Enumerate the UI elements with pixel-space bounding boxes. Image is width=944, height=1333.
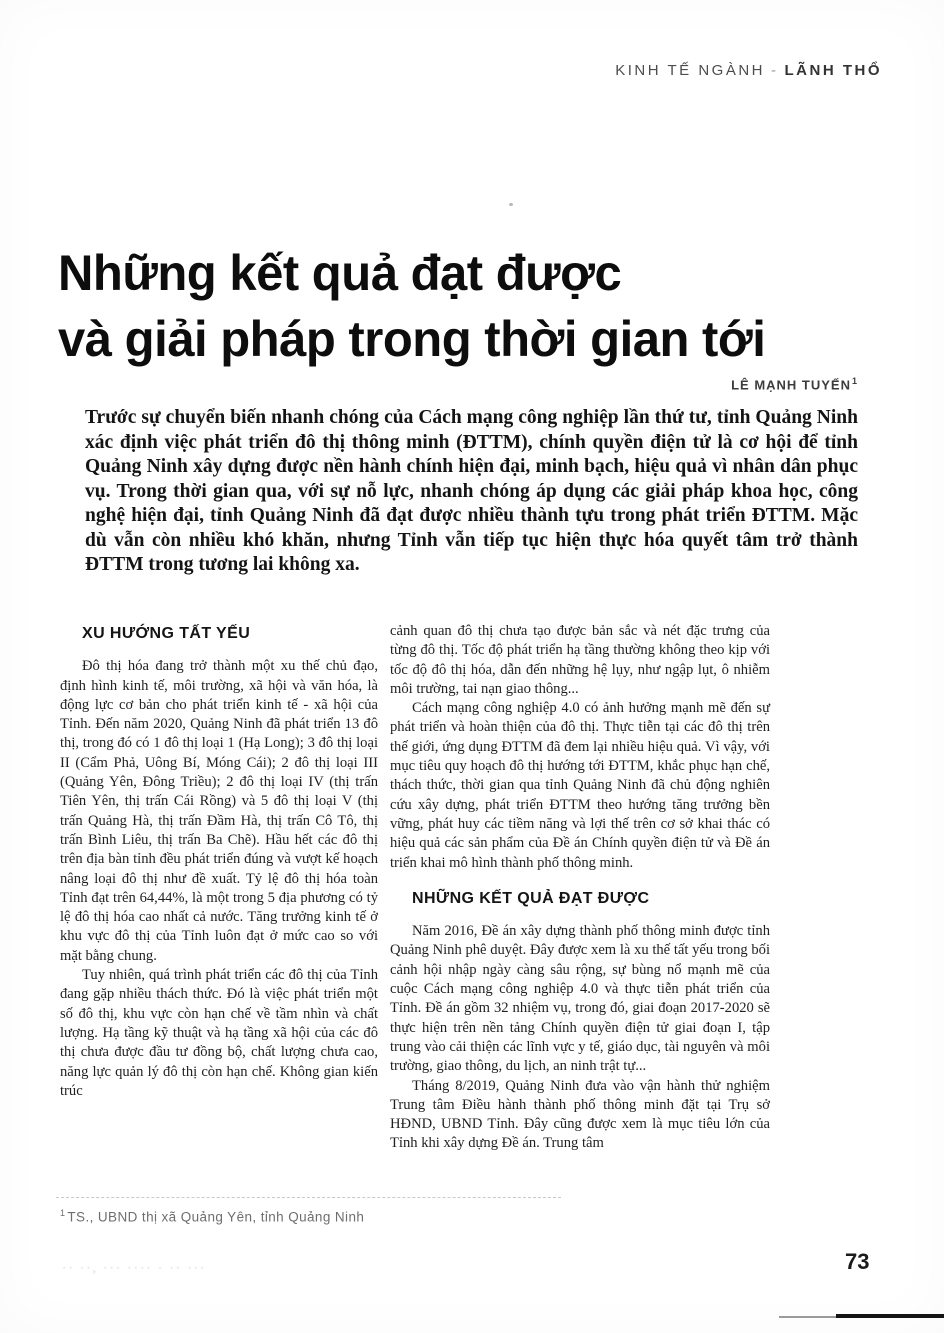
footnote-text: TS., UBND thị xã Quảng Yên, tỉnh Quảng Ninh [67,1209,365,1225]
author-name: LÊ MẠNH TUYẾN [731,377,851,393]
article-body [60,622,770,1154]
body-paragraph: Năm 2016, Đề án xây dựng thành phố thông minh được tỉnh Quảng Ninh phê duyệt. Đây được xem là xu thế tất yếu trong bối cảnh hội nhập ngày càng sâu rộng, sự bùng nổ mạnh mẽ của cuộc Cách mạng công nghiệp 4.0 và thực tiễn phát triển của Tỉnh. Đề án gồm 32 nhiệm vụ, trong đó, giai đoạn 2017-2020 sẽ thực hiện trên nền tảng Chính quyền điện tử giai đoạn I, tập trung vào cải thiện các lĩnh vực y tế, giáo dục, tài nguyên và môi trường, giao thông, du lịch, an ninh trật tự... [390,923,770,1075]
journal-footer-illegible-text: ·· ··, ··· ···· · ·· ··· [62,1260,207,1275]
running-head-separator: - [771,62,779,79]
article-title-line1: Những kết quả đạt được [58,245,622,301]
page-number: 73 [845,1249,870,1274]
running-head [615,62,882,79]
body-paragraph: Cách mạng công nghiệp 4.0 có ảnh hưởng mạnh mẽ đến sự phát triển và hoàn thiện của đô thị. Thực tiễn tại các đô thị trên thế giới, ứng dụng ĐTTM đã đem lại nhiều hiệu quả. Vì vậy, với mục tiêu quy hoạch đô thị hướng tới ĐTTM, khắc phục hạn chế, thách thức, thời gian qua tỉnh Quảng Ninh đã chủ động nghiên cứu xây dựng, phát triển ĐTTM theo hướng tăng trưởng bền vững, phát huy các tiềm năng và lợi thế trên cơ sở khai thác có hiệu quả các sản phẩm của Đề án Chính quyền điện tử và Đề án triển khai mô hình thành phố thông minh. [390,700,770,871]
article-title-line2: và giải pháp trong thời gian tới [58,311,766,367]
body-paragraph: Tuy nhiên, quá trình phát triển các đô thị của Tỉnh đang gặp nhiều thách thức. Đó là việc phát triển một số đô thị, khu vực còn hạn chế về tầm nhìn và chất lượng. Hạ tầng kỹ thuật và hạ tầng xã hội của các đô thị chưa được đầu tư đồng bộ, chất lượng chưa cao, năng lực quản lý đô thị còn hạn chế. Không gian kiến trúc [60,967,378,1099]
footnote-marker: 1 [60,1208,66,1218]
scan-artifact-line-black [836,1314,944,1318]
body-paragraph: Đô thị hóa đang trở thành một xu thế chủ đạo, định hình kinh tế, môi trường, xã hội và văn hóa, là động lực cơ bản cho phát triển kinh tế - xã hội của Tỉnh. Đến năm 2020, Quảng Ninh đã phát triển 13 đô thị, trong đó có 1 đô thị loại 1 (Hạ Long); 3 đô thị loại II (Cẩm Phả, Uông Bí, Móng Cái); 2 đô thị loại III (Quảng Yên, Đông Triều); 2 đô thị loại IV (thị trấn Tiên Yên, thị trấn Cái Rồng) và 5 đô thị loại V (thị trấn Quảng Hà, thị trấn Đầm Hà, thị trấn Cô Tô, thị trấn Bình Liêu, thị trấn Ba Chẽ). Hầu hết các đô thị trên địa bàn tỉnh đều phát triển đúng và vượt kế hoạch nâng loại đô thị như đề xuất. Tỷ lệ đô thị hóa toàn Tỉnh đạt trên 64,44%, là một trong 5 địa phương có tỷ lệ đô thị hóa cao nhất cả nước. Tăng trưởng kinh tế ở khu vực đô thị của Tỉnh luôn đạt ở mức cao so với mặt bằng chung. [60,658,378,964]
running-head-section: KINH TẾ NGÀNH [615,62,765,79]
running-head-territory: LÃNH THỔ [784,62,882,79]
footnote [60,1208,364,1225]
footnote-rule [56,1197,561,1198]
author-byline [85,376,858,392]
lead-abstract: Trước sự chuyển biến nhanh chóng của Cách mạng công nghiệp lần thứ tư, tỉnh Quảng Ninh xác định việc phát triển đô thị thông minh (ĐTTM), chính quyền điện tử là cơ hội để tỉnh Quảng Ninh xây dựng được nền hành chính hiện đại, minh bạch, hiệu quả vì nhân dân phục vụ. Trong thời gian qua, với sự nỗ lực, nhanh chóng áp dụng các giải pháp khoa học, công nghệ hiện đại, tỉnh Quảng Ninh đã đạt được nhiều thành tựu trong phát triển ĐTTM. Mặc dù vẫn còn nhiều khó khăn, nhưng Tỉnh vẫn tiếp tục hiện thực hóa quyết tâm trở thành ĐTTM trong tương lai không xa. [85,407,858,575]
scan-speck [509,203,513,206]
left-column [60,622,378,1154]
scan-artifact-line-gray [779,1316,839,1318]
article-title [58,240,888,372]
body-paragraph-continuation: cảnh quan đô thị chưa tạo được bản sắc và nét đặc trưng của từng đô thị. Tốc độ phát triển hạ tầng thường không theo kịp với tốc độ đô thị hóa, dẫn đến những hệ lụy, như ngập lụt, ô nhiễm môi trường, tai nạn giao thông... [390,623,770,697]
body-paragraph: Tháng 8/2019, Quảng Ninh đưa vào vận hành thử nghiệm Trung tâm Điều hành thành phố thông minh đặt tại Trụ sở HĐND, UBND Tỉnh. Đây cũng được xem là mục tiêu lớn của Tỉnh khi xây dựng Đề án. Trung tâm [390,1077,770,1152]
section-heading-xu-huong-tat-yeu: XU HƯỚNG TẤT YẾU [82,625,251,642]
right-column [390,622,770,1154]
section-heading-nhung-ket-qua: NHỮNG KẾT QUẢ ĐẠT ĐƯỢC [412,889,650,907]
author-footnote-mark: 1 [851,376,858,386]
